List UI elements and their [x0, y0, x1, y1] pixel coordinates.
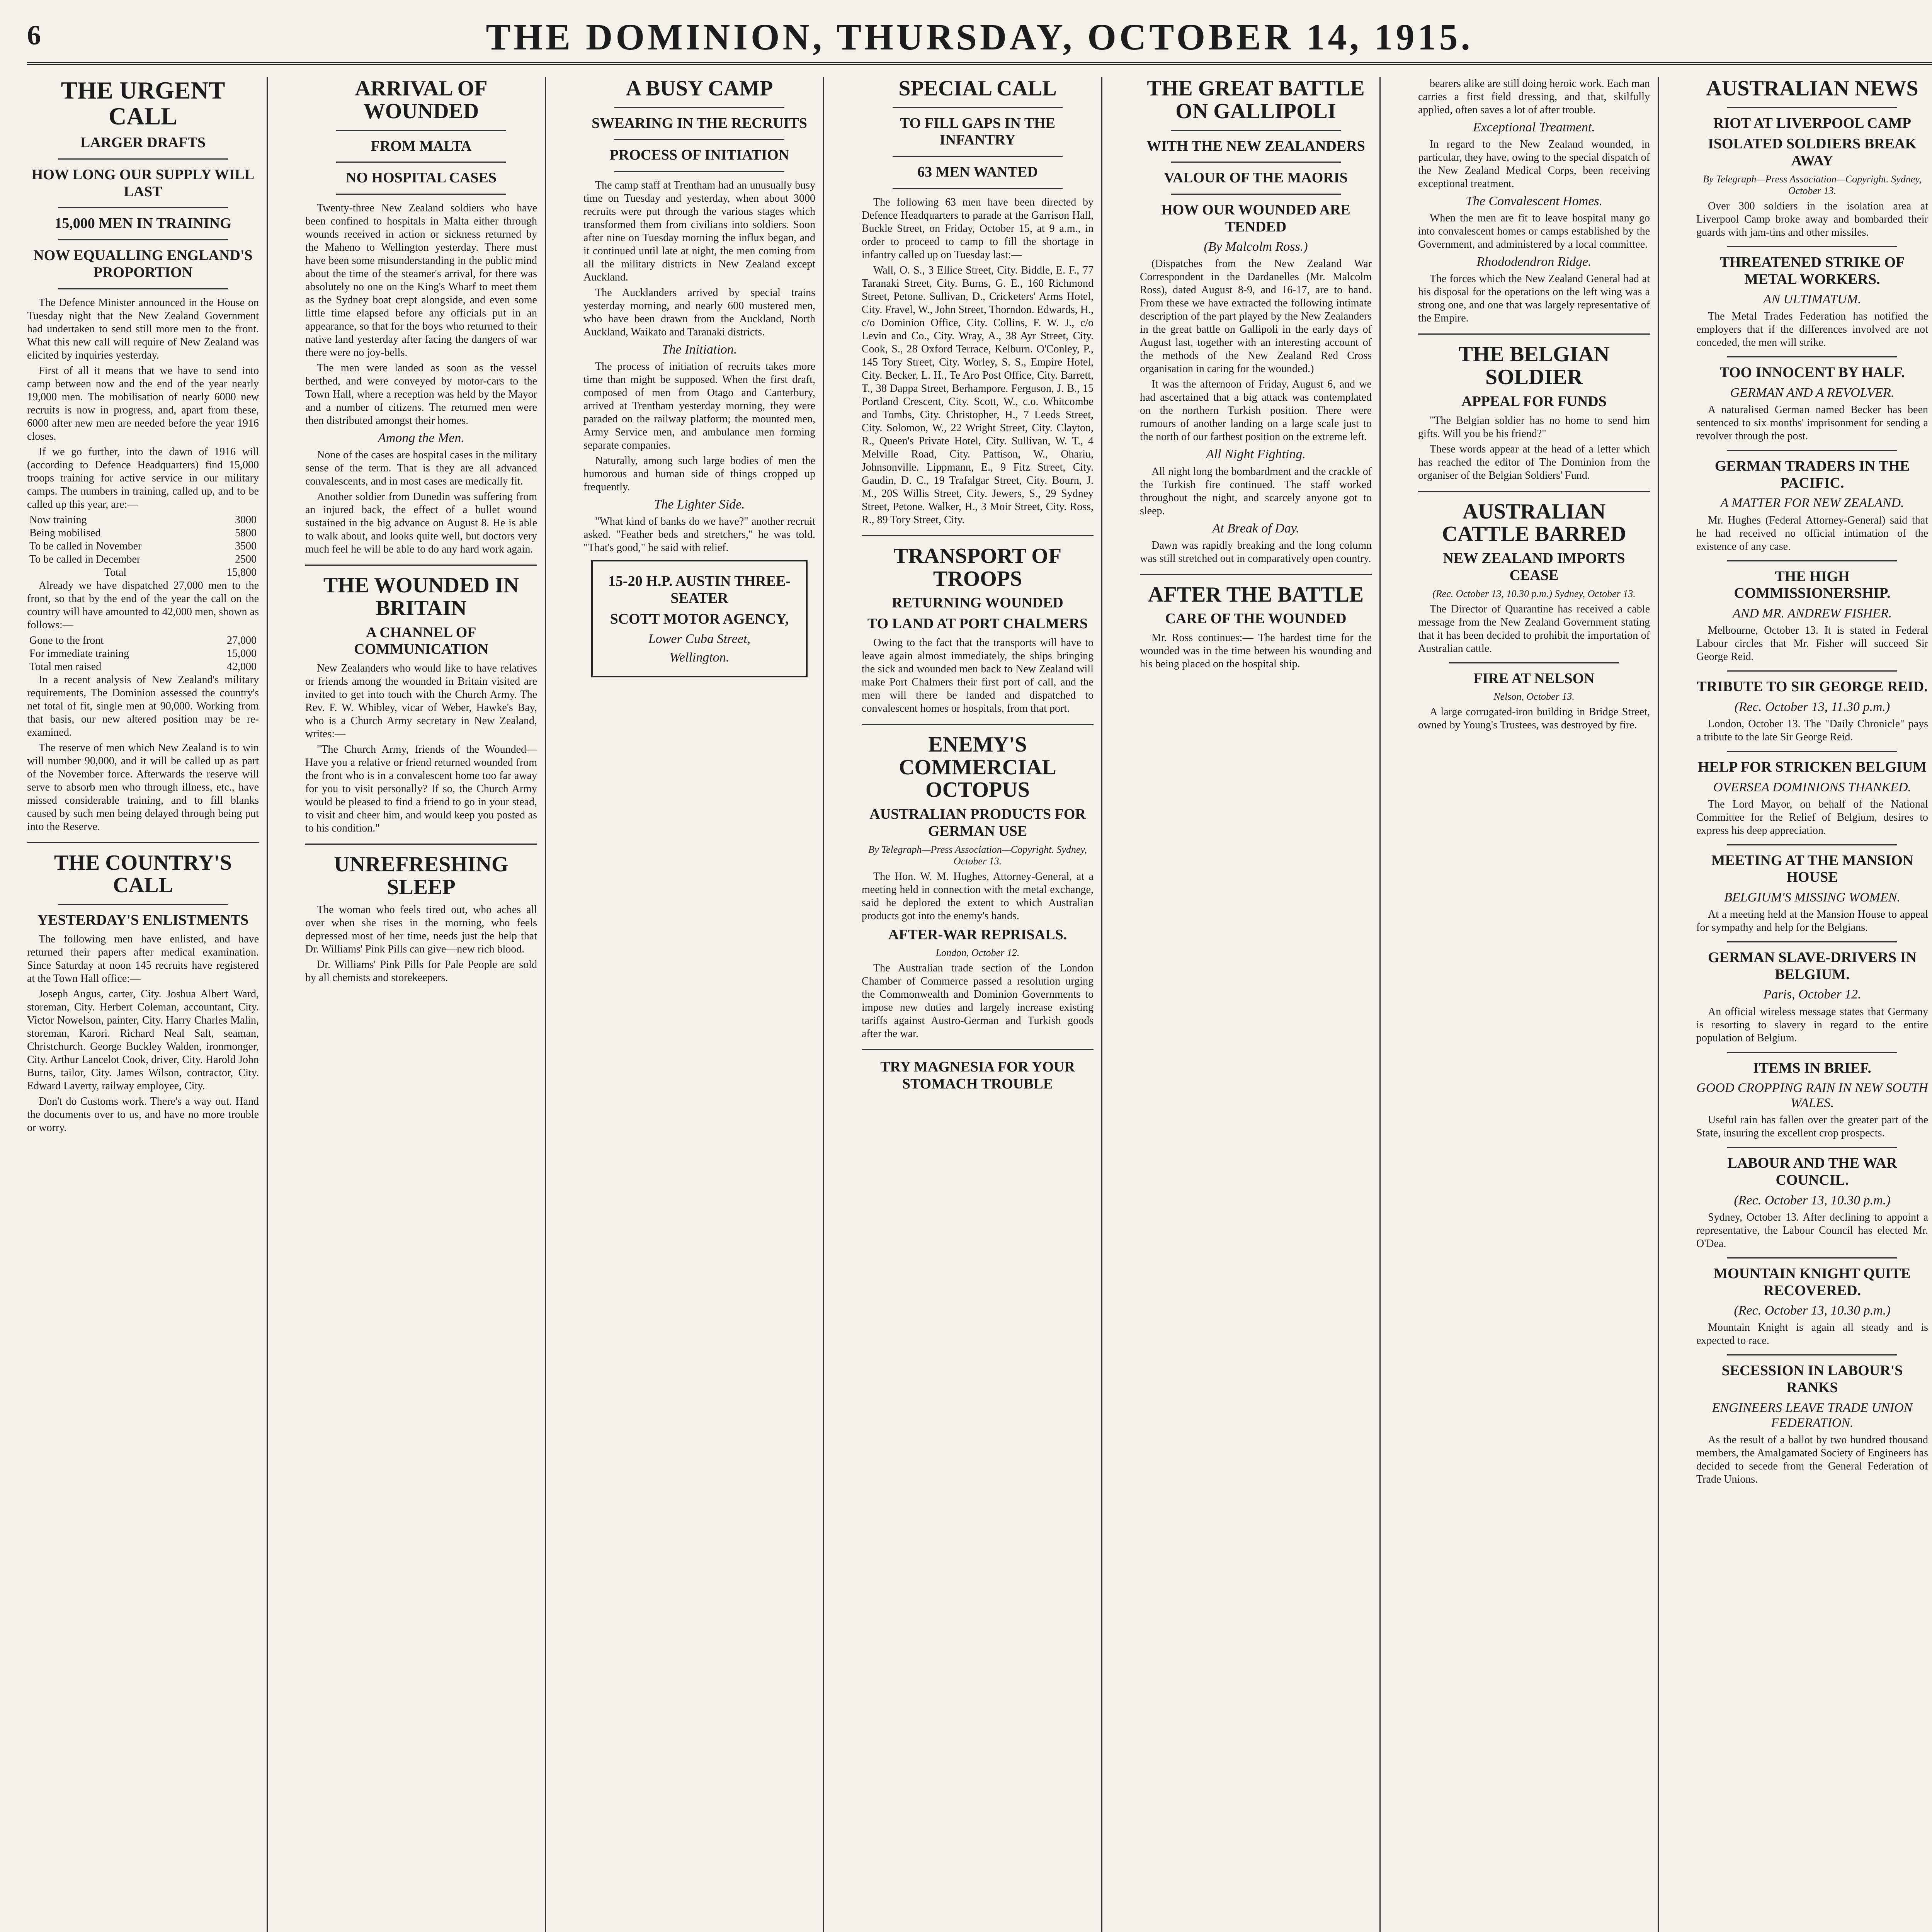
section-heading: Rhododendron Ridge.	[1476, 255, 1592, 269]
news-item-headline: LABOUR AND THE WAR COUNCIL.	[1727, 1155, 1897, 1189]
news-item-subhead: AND MR. ANDREW FISHER.	[1732, 606, 1892, 621]
ad-title: 15-20 H.P. AUSTIN THREE-SEATER	[608, 573, 791, 607]
article-headline: A BUSY CAMP	[626, 77, 773, 100]
news-item-headline: ITEMS IN BRIEF.	[1753, 1060, 1871, 1076]
news-item-text: London, October 13. The "Daily Chronicle" pays a tribute to the late Sir George Reid.	[1696, 718, 1928, 743]
figures-table: Gone to the front 27,000 For immediate training 15,000 Total men raised 42,000	[29, 634, 257, 673]
paragraph: If we go further, into the dawn of 1916 will (according to Defence Headquarters) find 15,000 troops training for active service in our military camps. The numbers in training, called up, and to be called up this year, are:—	[27, 446, 259, 510]
paragraph: The Australian trade section of the London Chamber of Commerce passed a resolution urging the Commonwealth and Dominion Governments to impose new duties and largely increase existing tariffs against Austro-German and Turkish goods after the war.	[862, 962, 1094, 1040]
column-1	[27, 77, 259, 1932]
paragraph: Dawn was rapidly breaking and the long column was still stretched out in comparatively open country.	[1140, 539, 1372, 565]
news-item-subhead: BELGIUM'S MISSING WOMEN.	[1724, 890, 1900, 905]
paragraph: The Aucklanders arrived by special trains yesterday morning, and nearly 600 mustered men, who have been drawn from the Auckland, North Auckland, Waikato and Taranaki districts.	[583, 287, 815, 338]
news-item-text: Useful rain has fallen over the greater part of the State, insuring the excellent crop prospects.	[1696, 1114, 1928, 1139]
article-subhead: TO LAND AT PORT CHALMERS	[867, 616, 1088, 632]
article-headline: THE WOUNDED IN BRITAIN	[323, 573, 519, 620]
paragraph: The forces which the New Zealand General had at his disposal for the operations on the left wing was a strong one, and one that was largely representative of the Empire.	[1418, 273, 1650, 325]
paragraph: All night long the bombardment and the crackle of the Turkish fire continued. The staff worked throughout the night, and scarcely anyone got to sleep.	[1140, 465, 1372, 517]
paragraph: The Hon. W. M. Hughes, Attorney-General, at a meeting held in connection with the metal exchange, said he deplored the extent to which Australian products got into the enemy's hands.	[862, 870, 1094, 922]
news-item-text: A naturalised German named Becker has been sentenced to six months' imprisonment for sending a revolver through the post.	[1696, 404, 1928, 442]
article-headline: AUSTRALIAN CATTLE BARRED	[1442, 499, 1626, 546]
article-subhead: YESTERDAY'S ENLISTMENTS	[37, 912, 249, 929]
news-item-headline: MEETING AT THE MANSION HOUSE	[1711, 852, 1913, 886]
section-heading: The Initiation.	[662, 342, 737, 357]
article-headline: TRANSPORT OF TROOPS	[893, 544, 1062, 591]
news-item-text: The Lord Mayor, on behalf of the National Committee for the Relief of Belgium, desires to express his deep appreciation.	[1696, 798, 1928, 837]
news-item-subhead: ENGINEERS LEAVE TRADE UNION FEDERATION.	[1712, 1400, 1913, 1430]
news-item-text: Mountain Knight is again all steady and is expected to race.	[1696, 1321, 1928, 1347]
article-headline: THE GREAT BATTLE ON GALLIPOLI	[1147, 77, 1365, 123]
paragraph: Wall, O. S., 3 Ellice Street, City. Biddle, E. F., 77 Taranaki Street, City. Burns, G. E., 160 Richmond Street, Petone. Sullivan, D., Cricketers' Arms Hotel, City. Fravel, W., John Street, Thorndon. Edwards, H., c/o Dominion Office, City. Collins, F. W. J., c/o Levin and Co., City. Wray, A., 38 Ayr Street, City. Cook, S., 28 Oxford Terrace, Kelburn. O'Conley, P., 145 Tory Street, City. Worley, S. S., Empire Hotel, City. Becker, L. H., Te Aro Post Office, City. Barrett, T., 38 Dappa Street, Berhampore. Ferguson, J. B., 15 Portland Crescent, City. Scott, W., c.o. Whitcombe and Tombs, City. Christopher, H., 7 Leeds Street, City. Solomon, W., 22 Wright Street, City. Clayton, R., Queen's Private Hotel, City. Sullivan, W. T., 4 Melville Road, City. Pattison, W., Ohariu, Johnsonville. Lippmann, E., 9 Fitz Street, City. Gaudin, D. C., 19 Trafalgar Street, City. Bourn, J. M., 20S Willis Street, City. Jewers, S., 29 Sydney Street, Petone. Walker, H., 3 Moir Street, City. Ross, R., 89 Tory Street, City.	[862, 264, 1094, 526]
paragraph: Another soldier from Dunedin was suffering from an injured back, the effect of a bullet wound sustained in the big advance on August 8. He is able to walk about, and looks quite well, but doctors very much feel he will be able to do any hard work again.	[305, 491, 537, 556]
dateline: Nelson, October 13.	[1493, 691, 1575, 702]
article-subhead: AUSTRALIAN PRODUCTS FOR GERMAN USE	[869, 806, 1086, 839]
article-subhead: FROM MALTA	[371, 138, 472, 154]
article-headline: SPECIAL CALL	[898, 77, 1057, 100]
column-rule	[1379, 77, 1381, 1932]
news-item-subhead: (Rec. October 13, 10.30 p.m.)	[1734, 1303, 1891, 1318]
news-item-text: Mr. Hughes (Federal Attorney-General) said that he had received no official intimation of the existence of any case.	[1696, 514, 1928, 553]
article-subhead: LARGER DRAFTS	[80, 134, 206, 151]
paragraph: Don't do Customs work. There's a way out. Hand the documents over to us, and have no more trouble or worry.	[27, 1095, 259, 1134]
paragraph: The Director of Quarantine has received a cable message from the New Zealand Government stating that it has been decided to prohibit the importation of Australian cattle.	[1418, 603, 1650, 655]
column-7	[1696, 77, 1928, 1932]
paragraph: In a recent analysis of New Zealand's military requirements, The Dominion assessed the country's net total of fit, single men at 90,000. Working from that basis, our new altered position may be re-examined.	[27, 673, 259, 738]
column-3	[583, 77, 815, 1932]
ad-text: SCOTT MOTOR AGENCY,	[610, 611, 789, 627]
column-rule	[267, 77, 268, 1932]
article-subhead: A CHANNEL OF COMMUNICATION	[354, 624, 488, 658]
news-item-text: The Metal Trades Federation has notified the employers that if the differences involved are not conceded, the men will strike.	[1696, 310, 1928, 349]
paragraph: The process of initiation of recruits takes more time than might be supposed. When the first draft, composed of men from Otago and Canterbury, arrived at Trentham yesterday morning, they were paraded on the railway platform; the mounted men, Army Service men, and ambulance men forming separate companies.	[583, 361, 815, 452]
article-subhead: PROCESS OF INITIATION	[609, 147, 789, 163]
article-headline: ARRIVAL OF WOUNDED	[355, 77, 488, 123]
news-item-subhead: OVERSEA DOMINIONS THANKED.	[1713, 780, 1912, 794]
news-item-headline: GERMAN SLAVE-DRIVERS IN BELGIUM.	[1708, 949, 1917, 983]
news-item-headline: TRIBUTE TO SIR GEORGE REID.	[1697, 679, 1928, 695]
article-subhead: HOW LONG OUR SUPPLY WILL LAST	[31, 167, 255, 200]
paragraph: A large corrugated-iron building in Bridge Street, owned by Young's Trustees, was destroyed by fire.	[1418, 706, 1650, 731]
news-item-text: Melbourne, October 13. It is stated in Federal Labour circles that Mr. Fisher will succeed Sir George Reid.	[1696, 624, 1928, 663]
column-4	[862, 77, 1094, 1932]
paragraph: In regard to the New Zealand wounded, in particular, they have, owing to the special dispatch of the New Zealand Medical Corps, been receiving exceptional treatment.	[1418, 138, 1650, 190]
dateline: By Telegraph—Press Association—Copyright. Sydney, October 13.	[1703, 173, 1922, 196]
section-heading: Exceptional Treatment.	[1473, 120, 1595, 134]
article-headline: FIRE AT NELSON	[1473, 670, 1595, 687]
paragraph: The Defence Minister announced in the House on Tuesday night that the New Zealand Government had undertaken to send still more men to the front. What this new call will require of New Zealand was elicited by inquiries yesterday.	[27, 296, 259, 361]
news-item-subhead: (Rec. October 13, 10.30 p.m.)	[1734, 1193, 1891, 1208]
news-item-subhead: AN ULTIMATUM.	[1763, 292, 1861, 307]
news-item-headline: MOUNTAIN KNIGHT QUITE RECOVERED.	[1714, 1265, 1911, 1299]
news-item-text: As the result of a ballot by two hundred thousand members, the Amalgamated Society of Engineers has decided to secede from the General Federation of Trade Unions.	[1696, 1434, 1928, 1485]
paragraph: Joseph Angus, carter, City. Joshua Albert Ward, storeman, City. Herbert Coleman, accountant, City. Victor Nowelson, painter, City. Harry Charles Malin, storeman, Karori. Richard Neal Salt, seaman, Christchurch. George Buckley Walden, ironmonger, City. Arthur Lancelot Cook, driver, City. Harold John Burns, tailor, City. James Wilson, contractor, City. Edward Laverty, railway employee, City.	[27, 988, 259, 1092]
article-subhead: NO HOSPITAL CASES	[346, 170, 497, 186]
page-number: 6	[27, 20, 41, 51]
article-subhead: NEW ZEALAND IMPORTS CEASE	[1443, 550, 1625, 583]
article-subhead: APPEAL FOR FUNDS	[1461, 393, 1607, 410]
paragraph: None of the cases are hospital cases in the military sense of the term. That is they are all advanced convalescents, and in most cases are medically fit.	[305, 449, 537, 488]
section-heading: Among the Men.	[378, 430, 464, 445]
paragraph: The following 63 men have been directed by Defence Headquarters to parade at the Garrison Hall, Buckle Street, on Friday, October 15, at 9 a.m., in order to proceed to camp to fill the shortage in infantry called up on Tuesday last:—	[862, 196, 1094, 261]
article-subhead: ISOLATED SOLDIERS BREAK AWAY	[1708, 136, 1917, 169]
dateline: By Telegraph—Press Association—Copyright. Sydney, October 13.	[868, 844, 1087, 867]
paragraph: New Zealanders who would like to have relatives or friends among the wounded in Britain visited are invited to get into touch with the Church Army. The Rev. F. W. Whibley, vicar of Weber, Hawke's Bay, who is a Church Army secretary in New Zealand, writes:—	[305, 662, 537, 740]
column-rule	[545, 77, 546, 1932]
paragraph: Mr. Ross continues:— The hardest time for the wounded was in the time between his wounding and his being placed on the hospital ship.	[1140, 632, 1372, 670]
article-headline: THE URGENT CALL	[61, 77, 225, 130]
column-5	[1140, 77, 1372, 1932]
advertisement-headline: UNREFRESHING SLEEP	[334, 852, 509, 899]
article-headline: THE BELGIAN SOLDIER	[1458, 342, 1610, 389]
news-item-headline: GERMAN TRADERS IN THE PACIFIC.	[1714, 458, 1910, 491]
article-headline: THE COUNTRY'S CALL	[54, 850, 232, 898]
article-subhead: CARE OF THE WOUNDED	[1165, 611, 1347, 627]
article-subhead: TO FILL GAPS IN THE INFANTRY	[900, 115, 1055, 148]
paragraph: Owing to the fact that the transports will have to leave again almost immediately, the ships bringing the sick and wounded men back to New Zealand will make Port Chalmers their first port of call, and the men will there be landed and dispatched to convalescent homes or hospitals, from that port.	[862, 636, 1094, 714]
section-heading: At Break of Day.	[1212, 521, 1299, 536]
paragraph: Twenty-three New Zealand soldiers who have been confined to hospitals in Malta either through wounds received in action or sickness returned by the Maheno to Wellington yesterday. There must have been some misunderstanding in the public mind about the time of the steamer's arrival, for there was absolutely no one on the King's Wharf to meet them as the Sydney boat crept alongside, and even some little time elapsed before any officials put in an appearance, so that for the boys who returned to their native land yesterday after facing the dangers of war there were no joy-bells.	[305, 202, 537, 359]
news-item-subhead: A MATTER FOR NEW ZEALAND.	[1720, 496, 1904, 510]
section-heading: The Convalescent Homes.	[1465, 194, 1603, 209]
section-heading: The Lighter Side.	[654, 497, 745, 512]
newspaper-title: THE DOMINION, THURSDAY, OCTOBER 14, 1915.	[486, 16, 1473, 58]
dateline: London, October 12.	[935, 947, 1020, 959]
news-item-text: Sydney, October 13. After declining to appoint a representative, the Labour Council has elected Mr. O'Dea.	[1696, 1211, 1928, 1250]
dateline: (Rec. October 13, 10.30 p.m.) Sydney, October 13.	[1432, 588, 1636, 599]
news-item-text: An official wireless message states that Germany is resorting to slavery in regard to the entire population of Belgium.	[1696, 1005, 1928, 1044]
paragraph: bearers alike are still doing heroic work. Each man carries a first field dressing, and that, skilfully applied, often saves a lot of after trouble.	[1418, 78, 1650, 116]
section-heading: All Night Fighting.	[1206, 447, 1306, 462]
article-subhead: 15,000 MEN IN TRAINING	[54, 215, 231, 232]
article-headline: AUSTRALIAN NEWS	[1706, 77, 1918, 100]
article-subhead: RETURNING WOUNDED	[892, 595, 1063, 611]
article-subhead: AFTER-WAR REPRISALS.	[888, 926, 1067, 943]
paragraph: The camp staff at Trentham had an unusually busy time on Tuesday and yesterday, when about 3000 recruits were put through the various stages which transformed them from civilians into soldiers. Soon after nine on Tuesday morning the influx began, and it continued until late at night, the men coming from all the military districts in New Zealand except Auckland.	[583, 179, 815, 284]
paragraph: These words appear at the head of a letter which has reached the editor of The Dominion from the organiser of the Belgian Soldiers' Fund.	[1418, 443, 1650, 481]
news-item-subhead: Paris, October 12.	[1763, 987, 1861, 1002]
article-subhead: 63 MEN WANTED	[917, 164, 1038, 180]
byline: (By Malcolm Ross.)	[1204, 240, 1308, 254]
news-item-subhead: (Rec. October 13, 11.30 p.m.)	[1734, 699, 1890, 714]
ad-text: Lower Cuba Street,	[648, 632, 751, 646]
paragraph: "The Church Army, friends of the Wounded—Have you a relative or friend returned wounded from the front who is in a convalescent home too far away for you to visit personally? If so, the Church Army would be pleased to find a friend to go in your stead, to visit and cheer him, and would keep you posted as to his condition."	[305, 743, 537, 835]
advertisement	[591, 560, 808, 677]
paragraph: Already we have dispatched 27,000 men to the front, so that by the end of the year the call on the country will have amounted to 42,000 men, shown as follows:—	[27, 579, 259, 631]
news-item-subhead: GOOD CROPPING RAIN IN NEW SOUTH WALES.	[1696, 1081, 1928, 1111]
news-item-headline: SECESSION IN LABOUR'S RANKS	[1721, 1362, 1903, 1396]
paragraph: It was the afternoon of Friday, August 6, and we had ascertained that a big attack was contemplated on the northern Turkish position. There were rumours of another landing on a large scale just to the north of our farthest position on the extreme left.	[1140, 378, 1372, 443]
news-item-subhead: GERMAN AND A REVOLVER.	[1730, 386, 1895, 400]
article-headline: AFTER THE BATTLE	[1148, 582, 1364, 607]
paragraph: First of all it means that we have to send into camp between now and the end of the year nearly 19,000 men. The mobilisation of nearly 6000 new recruits is now in progress, and, apart from these, 6000 after new men are needed before the year 1916 closes.	[27, 364, 259, 442]
article-subhead: WITH THE NEW ZEALANDERS	[1146, 138, 1365, 154]
paragraph: The men were landed as soon as the vessel berthed, and were conveyed by motor-cars to the Town Hall, where a reception was held by the Mayor and a number of citizens. The returned men were then distributed amongst their homes.	[305, 362, 537, 427]
article-subhead: VALOUR OF THE MAORIS	[1164, 170, 1348, 186]
masthead	[27, 15, 1932, 65]
news-items	[1696, 246, 1928, 1486]
news-item-text: At a meeting held at the Mansion House to appeal for sympathy and help for the Belgians.	[1696, 908, 1928, 934]
figures-table: Now training 3000 Being mobilised 5800 To be called in November 3500 To be called in December 2500 Total 15,800	[29, 514, 257, 578]
paragraph: The woman who feels tired out, who aches all over when she rises in the morning, who feels depressed most of her time, needs just the help that Dr. Williams' Pink Pills can give—new rich blood.	[305, 903, 537, 955]
news-item-headline: HELP FOR STRICKEN BELGIUM	[1697, 759, 1927, 775]
paragraph: Dr. Williams' Pink Pills for Pale People are sold by all chemists and storekeepers.	[305, 958, 537, 984]
column-rule	[1101, 77, 1102, 1932]
article-subhead: HOW OUR WOUNDED ARE TENDED	[1161, 201, 1350, 235]
article-subhead: SWEARING IN THE RECRUITS	[592, 115, 807, 131]
column-rule	[1658, 77, 1659, 1932]
paragraph: When the men are fit to leave hospital many go into convalescent homes or camps established by the Government, and administered by a local committee.	[1418, 212, 1650, 251]
article-headline: ENEMY'S COMMERCIAL OCTOPUS	[899, 732, 1056, 802]
paragraph: (Dispatches from the New Zealand War Correspondent in the Dardanelles (Mr. Malcolm Ross), dated August 8-9, and 16-17, are to hand. From these we have extracted the following intimate description of the part played by the New Zealanders in the great battle on Gallipoli in the early days of August last, together with an interesting account of the methods of the New Zealand Red Cross organisation in caring for the wounded.)	[1140, 258, 1372, 375]
paragraph: Naturally, among such large bodies of men the humorous and human side of things cropped up frequently.	[583, 455, 815, 493]
article-subhead: NOW EQUALLING ENGLAND'S PROPORTION	[33, 247, 253, 281]
column-2	[305, 77, 537, 1932]
news-item-headline: THREATENED STRIKE OF METAL WORKERS.	[1719, 254, 1905, 287]
paragraph: The following men have enlisted, and have returned their papers after medical examination. Since Saturday at noon 145 recruits have registered at the Town Hall office:—	[27, 933, 259, 985]
paragraph: The reserve of men which New Zealand is to win will number 90,000, and it will be called up as part of the November force. Afterwards the reserve will serve to absorb men who through illness, etc., have missed considerable training, and to fill blanks caused by such men being delayed through being put into the Reserve.	[27, 742, 259, 833]
paragraph: "The Belgian soldier has no home to send him gifts. Will you be his friend?"	[1418, 414, 1650, 440]
column-rule	[823, 77, 824, 1932]
news-item-headline: THE HIGH COMMISSIONERSHIP.	[1734, 568, 1891, 602]
paragraph: "What kind of banks do we have?" another recruit asked. "Feather beds and stretchers," he was told. "That's good," he said with relief.	[583, 515, 815, 554]
article-subhead: RIOT AT LIVERPOOL CAMP	[1713, 115, 1912, 131]
paragraph: Over 300 soldiers in the isolation area at Liverpool Camp broke away and bombarded their guards with jam-tins and other missiles.	[1696, 200, 1928, 238]
ad-text: Wellington.	[669, 650, 730, 665]
advertisement-headline: TRY MAGNESIA FOR YOUR STOMACH TROUBLE	[880, 1059, 1075, 1092]
column-6	[1418, 77, 1650, 1932]
news-item-headline: TOO INNOCENT BY HALF.	[1719, 364, 1905, 381]
